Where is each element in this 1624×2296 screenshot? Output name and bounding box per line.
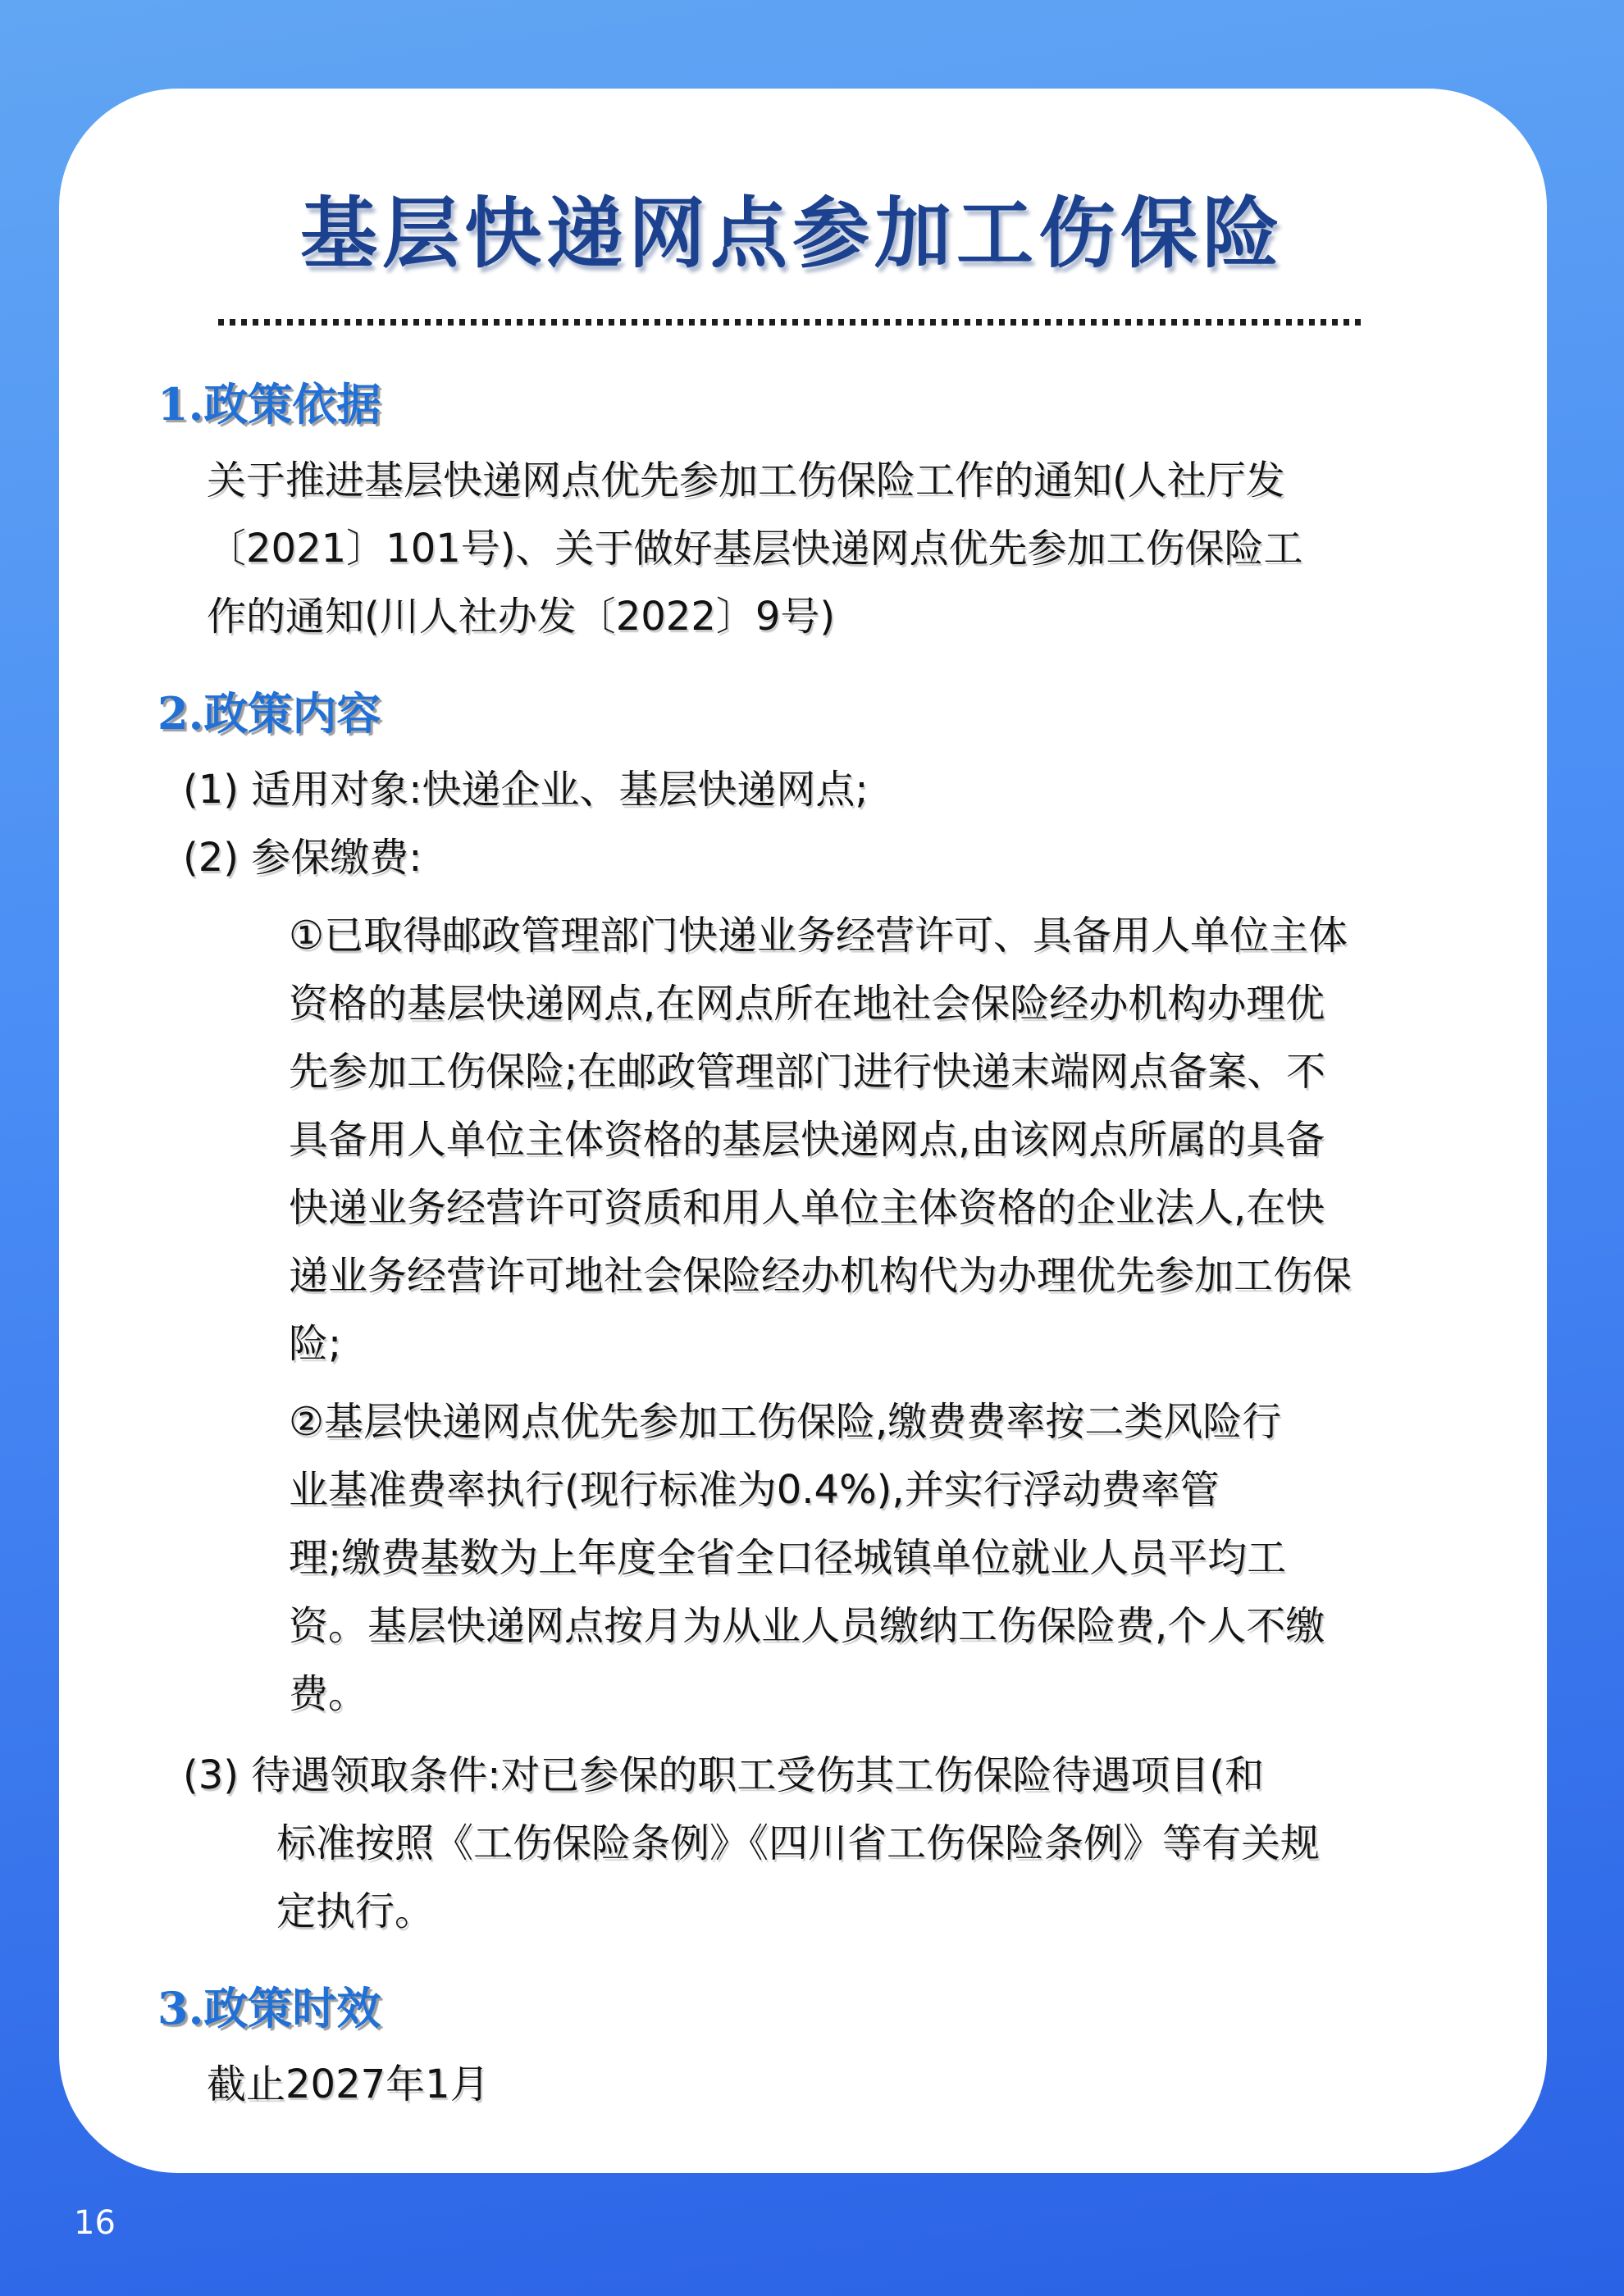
section-2-heading: 2.政策内容 xyxy=(157,686,381,740)
body-line: 标准按照《工伤保险条例》《四川省工伤保险条例》等有关规 xyxy=(276,1820,1321,1866)
body-line: 业基准费率执行(现行标准为0.4%),并实行浮动费率管 xyxy=(289,1466,1220,1513)
list-item-2: (2) 参保缴费: xyxy=(183,834,422,881)
circled-1-paragraph xyxy=(157,902,1427,1378)
body-line: 定执行。 xyxy=(276,1888,435,1934)
section-1-heading: 1.政策依据 xyxy=(157,377,381,430)
body-line: 递业务经营许可地社会保险经办机构代为办理优先参加工伤保 xyxy=(289,1252,1353,1299)
body-line: 关于推进基层快递网点优先参加工伤保险工作的通知(人社厅发 xyxy=(207,457,1285,503)
body-line: ②基层快递网点优先参加工伤保险,缴费费率按二类风险行 xyxy=(289,1398,1282,1445)
list-item-1: (1) 适用对象:快递企业、基层快递网点; xyxy=(183,766,869,813)
circled-2-paragraph xyxy=(157,1388,1427,1729)
body-line: 资格的基层快递网点,在网点所在地社会保险经办机构办理优 xyxy=(289,980,1325,1027)
body-line: 作的通知(川人社办发〔2022〕9号) xyxy=(207,593,836,640)
body-line: (3) 待遇领取条件:对已参保的职工受伤其工伤保险待遇项目(和 xyxy=(183,1752,1265,1798)
body-line: 快递业务经营许可资质和用人单位主体资格的企业法人,在快 xyxy=(289,1184,1325,1231)
body-line: ①已取得邮政管理部门快递业务经营许可、具备用人单位主体 xyxy=(289,912,1348,959)
body-line: 具备用人单位主体资格的基层快递网点,由该网点所属的具备 xyxy=(289,1116,1325,1163)
section-3-heading: 3.政策时效 xyxy=(157,1981,381,2034)
body-line: 截止2027年1月 xyxy=(207,2061,490,2107)
page-number: 16 xyxy=(74,2204,116,2242)
content-card xyxy=(59,89,1547,2173)
body-line: 费。 xyxy=(289,1670,368,1717)
body-line: 资。基层快递网点按月为从业人员缴纳工伤保险费,个人不缴 xyxy=(289,1602,1325,1649)
body-line: 先参加工伤保险;在邮政管理部门进行快递末端网点备案、不 xyxy=(289,1048,1326,1095)
section-2-body xyxy=(157,756,1427,1946)
body-line: 险; xyxy=(289,1320,342,1367)
body-line: 理;缴费基数为上年度全省全口径城镇单位就业人员平均工 xyxy=(289,1534,1287,1581)
body-line: 〔2021〕101号)、关于做好基层快递网点优先参加工伤保险工 xyxy=(207,525,1303,572)
dashed-divider xyxy=(218,319,1366,326)
section-3-body xyxy=(157,2051,1427,2119)
section-1-body xyxy=(157,447,1427,651)
page-title: 基层快递网点参加工伤保险 xyxy=(299,189,1284,279)
list-item-3 xyxy=(157,1742,1427,1946)
